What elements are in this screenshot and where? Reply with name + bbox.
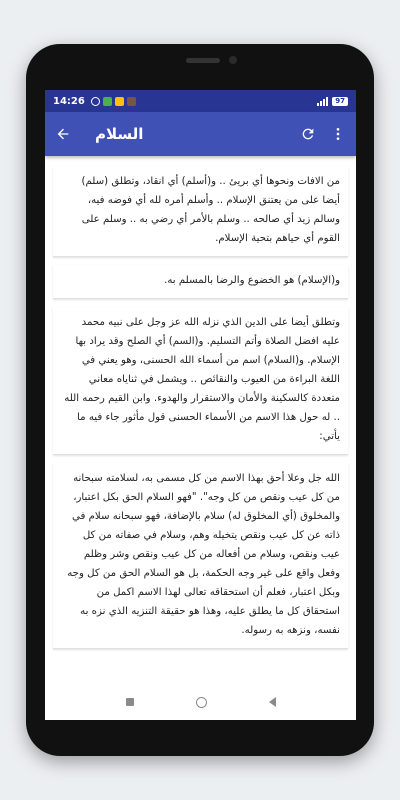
status-right (317, 97, 348, 106)
home-icon[interactable] (196, 697, 207, 708)
page-title: السلام (95, 125, 144, 143)
status-time: 14:26 (53, 95, 85, 107)
recent-apps-icon[interactable] (126, 698, 134, 706)
app-bar (45, 112, 356, 156)
content-scroll-area[interactable] (45, 156, 356, 681)
app-bar-actions (300, 126, 346, 142)
notification-icon (115, 97, 124, 106)
paragraph: وتطلق أيضا على الدين الذي نزله الله عز وجل على نبيه محمد عليه افضل الصلاة وأتم التسليم. و(السم) أي الصلح وقد يراد بها الإسلام. و(السلام) اسم من أسماء الله الحسنى، وهو يعني في اللغة البراءة من العيوب والنقائص .. ويشمل في ثناياه معاني متعددة كالسكينة والأمان والاستقرار والهدوء. وابن القيم رحمه الله .. له حول هذا الاسم من الأسماء الحسنى قول مأثور جاء فيه ما يأتي: (64, 317, 340, 442)
paragraph: الله جل وعلا أحق بهذا الاسم من كل مسمى به، لسلامته سبحانه من كل عيب ونقص من كل وجه". "فهو السلام الحق بكل اعتبار، والمخلوق (أي المخلوق له) سلام بالإضافة، فهو سبحانه سلام في ذاته عن كل عيب ونقص يتخيله وهم، وسلام في صفاته من كل عيب ونقص، وسلام من أفعاله من كل عيب ونقص وشر وظلم وفعل واقع على غير وجه الحكمة، بل هو السلام الحق من كل وجه وبكل اعتبار، فعلم أن استحقاقه تعالى لهذا الاسم اكمل من استحقاق كل ما يطلق عليه، وهذا هو حقيقة التنزيه الذي نزه به نفسه، ونزهه به رسوله. (67, 473, 340, 636)
app-screen (45, 90, 356, 720)
notification-icon (103, 97, 112, 106)
text-card (53, 307, 348, 455)
system-nav-bar (45, 684, 356, 720)
more-vert-icon[interactable] (330, 126, 346, 142)
status-bar (45, 90, 356, 112)
nav-back-icon[interactable] (269, 697, 276, 707)
paragraph: و(الإسلام) هو الخضوع والرضا بالمسلم به. (164, 275, 340, 286)
signal-icon (317, 97, 328, 106)
text-card (53, 166, 348, 257)
phone-camera (229, 56, 237, 64)
arrow-back-icon[interactable] (55, 126, 71, 142)
paragraph: من الافات ونحوها أي بريئ .. و(أسلم) أي انقاد، وتطلق (سلم) أيضا على من يعتنق الإسلام .. وأسلم أمره لله أي فوضه فيه، وسالم زيد أي صالحه .. وسلم بالأمر أي رضي به .. وسلم على القوم أي حياهم بتحية الإسلام. (81, 176, 340, 244)
text-card (53, 463, 348, 649)
battery-icon: 97 (332, 97, 348, 106)
notification-icon (127, 97, 136, 106)
refresh-icon[interactable] (300, 126, 316, 142)
text-card (53, 265, 348, 299)
phone-speaker (186, 58, 220, 63)
alarm-icon (91, 97, 100, 106)
